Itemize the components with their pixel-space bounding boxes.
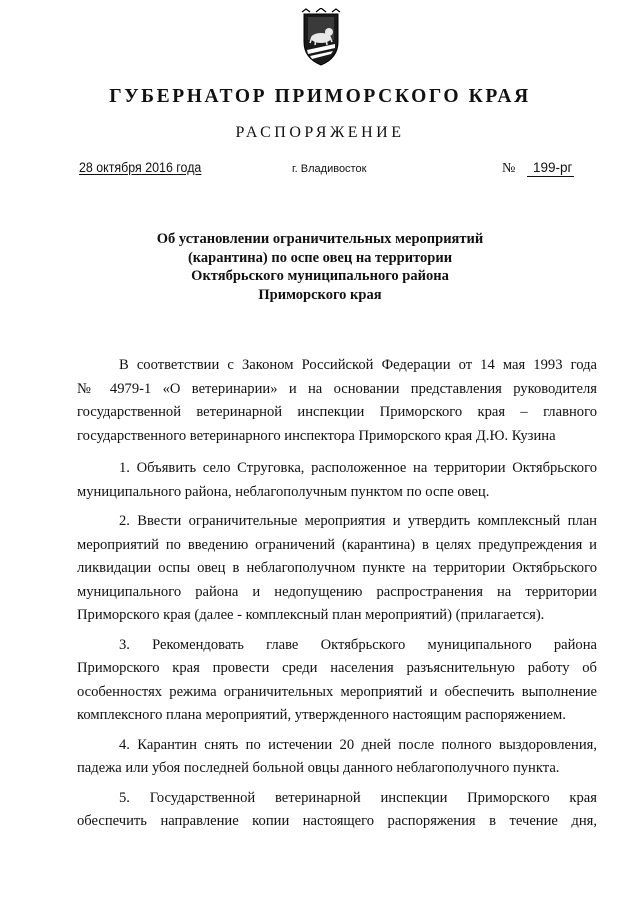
item-3-paragraph bbox=[77, 634, 597, 728]
document-subject bbox=[0, 230, 640, 304]
document-body bbox=[77, 354, 597, 834]
text-line: государственной ветеринарной инспекции Приморского края – главного bbox=[77, 404, 597, 420]
item-1-paragraph bbox=[77, 457, 597, 504]
text-line: 2. Ввести ограничительные мероприятия и утвердить комплексный план bbox=[119, 513, 597, 529]
text-line: 5. Государственной ветеринарной инспекции Приморского края bbox=[119, 789, 597, 806]
coat-of-arms-icon bbox=[298, 8, 344, 68]
number-label: № bbox=[502, 161, 516, 176]
document-type: РАСПОРЯЖЕНИЕ bbox=[235, 124, 405, 141]
document-date: 28 октября 2016 года bbox=[79, 160, 202, 175]
text-line: комплексного плана мероприятий, утвержденного настоящим распоряжением. bbox=[77, 707, 566, 723]
text-line: № 4979-1 «О ветеринарии» и на основании представления руководителя bbox=[77, 380, 597, 397]
governor-title: ГУБЕРНАТОР ПРИМОРСКОГО КРАЯ bbox=[109, 86, 531, 107]
item-2-paragraph bbox=[77, 510, 597, 628]
text-line: падежа или убоя последней больной овцы данного неблагополучного пункта. bbox=[77, 760, 560, 776]
preamble-paragraph bbox=[77, 354, 597, 448]
text-line: Приморского края провести среди населения разъяснительную работу об bbox=[77, 660, 597, 676]
subject-line: Об установлении ограничительных мероприятий bbox=[156, 231, 484, 247]
text-line: 4. Карантин снять по истечении 20 дней после полного выздоровления, bbox=[119, 736, 597, 753]
subject-line: (карантина) по оспе овец на территории bbox=[187, 249, 453, 266]
text-line: государственного ветеринарного инспектора Приморского края Д.Ю. Кузина bbox=[77, 427, 556, 444]
text-line: муниципального района, неблагополучным пунктом по оспе овец. bbox=[77, 483, 490, 500]
text-line: муниципального района и недопущению распространения на территории bbox=[77, 583, 597, 600]
item-5-paragraph bbox=[77, 787, 597, 834]
text-line: 1. Объявить село Струговка, расположенное на территории Октябрьского bbox=[119, 460, 597, 476]
item-4-paragraph bbox=[77, 734, 597, 781]
subject-line: Приморского края bbox=[258, 286, 382, 303]
document-number: 199-рг bbox=[527, 160, 574, 177]
text-line: ликвидации оспы овец в неблагополучном пункте на территории Октябрьского bbox=[77, 560, 597, 576]
text-line: особенностях режима ограничительных мероприятий и обеспечить выполнение bbox=[77, 683, 597, 700]
subject-line: Октябрьского муниципального района bbox=[191, 268, 449, 285]
text-line: мероприятий по введению ограничений (карантина) в целях предупреждения и bbox=[77, 536, 597, 553]
text-line: В соответствии с Законом Российской Федерации от 14 мая 1993 года bbox=[119, 357, 597, 373]
text-line: Приморского края (далее - комплексный план мероприятий) (прилагается). bbox=[77, 607, 545, 623]
text-line: 3. Рекомендовать главе Октябрьского муниципального района bbox=[119, 636, 597, 653]
document-city: г. Владивосток bbox=[292, 163, 367, 175]
text-line: обеспечить направление копии настоящего распоряжения в течение дня, bbox=[77, 813, 597, 829]
